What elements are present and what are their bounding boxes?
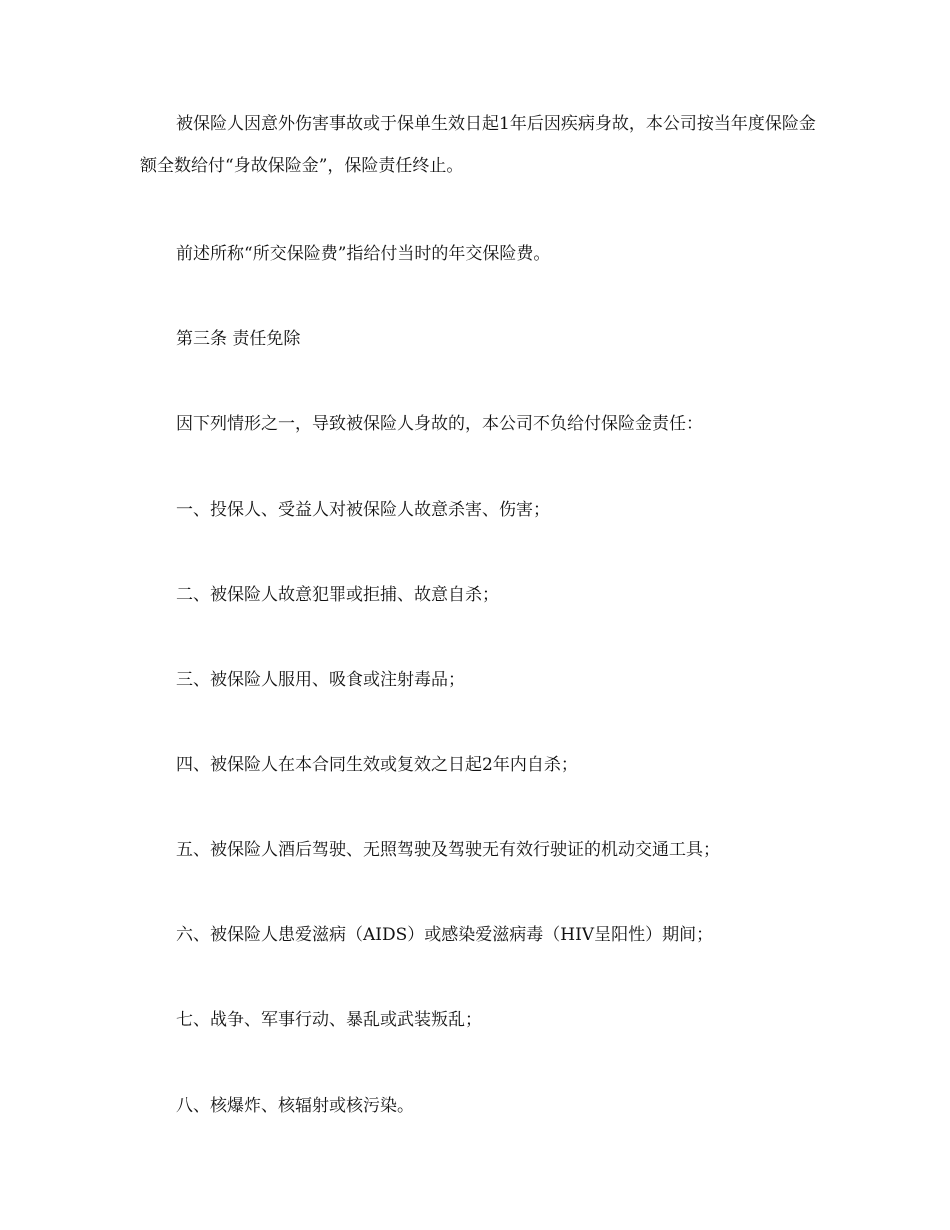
exclusion-item-3: 三、被保险人服用、吸食或注射毒品； <box>176 670 465 690</box>
section-heading-article-3: 第三条 责任免除 <box>176 329 301 349</box>
exclusion-item-5: 五、被保险人酒后驾驶、无照驾驶及驾驶无有效行驶证的机动交通工具； <box>176 840 720 860</box>
paragraph-premium-definition: 前述所称“所交保险费”指给付当时的年交保险费。 <box>176 244 551 264</box>
paragraph-death-benefit: 被保险人因意外伤害事故或于保单生效日起1年后因疾病身故，本公司按当年度保险金额全数给付“身故保险金”，保险责任终止。 <box>140 114 816 176</box>
exclusion-item-2: 二、被保险人故意犯罪或拒捕、故意自杀； <box>176 585 499 605</box>
exclusion-item-1: 一、投保人、受益人对被保险人故意杀害、伤害； <box>176 500 550 520</box>
exclusion-item-7: 七、战争、军事行动、暴乱或武装叛乱； <box>176 1010 482 1030</box>
exclusion-item-6: 六、被保险人患爱滋病（AIDS）或感染爱滋病毒（HIV呈阳性）期间； <box>176 925 714 945</box>
exclusion-item-8: 八、核爆炸、核辐射或核污染。 <box>176 1096 414 1116</box>
exclusion-item-4: 四、被保险人在本合同生效或复效之日起2年内自杀； <box>176 755 578 775</box>
paragraph-exclusions-intro: 因下列情形之一，导致被保险人身故的，本公司不负给付保险金责任： <box>176 414 703 434</box>
